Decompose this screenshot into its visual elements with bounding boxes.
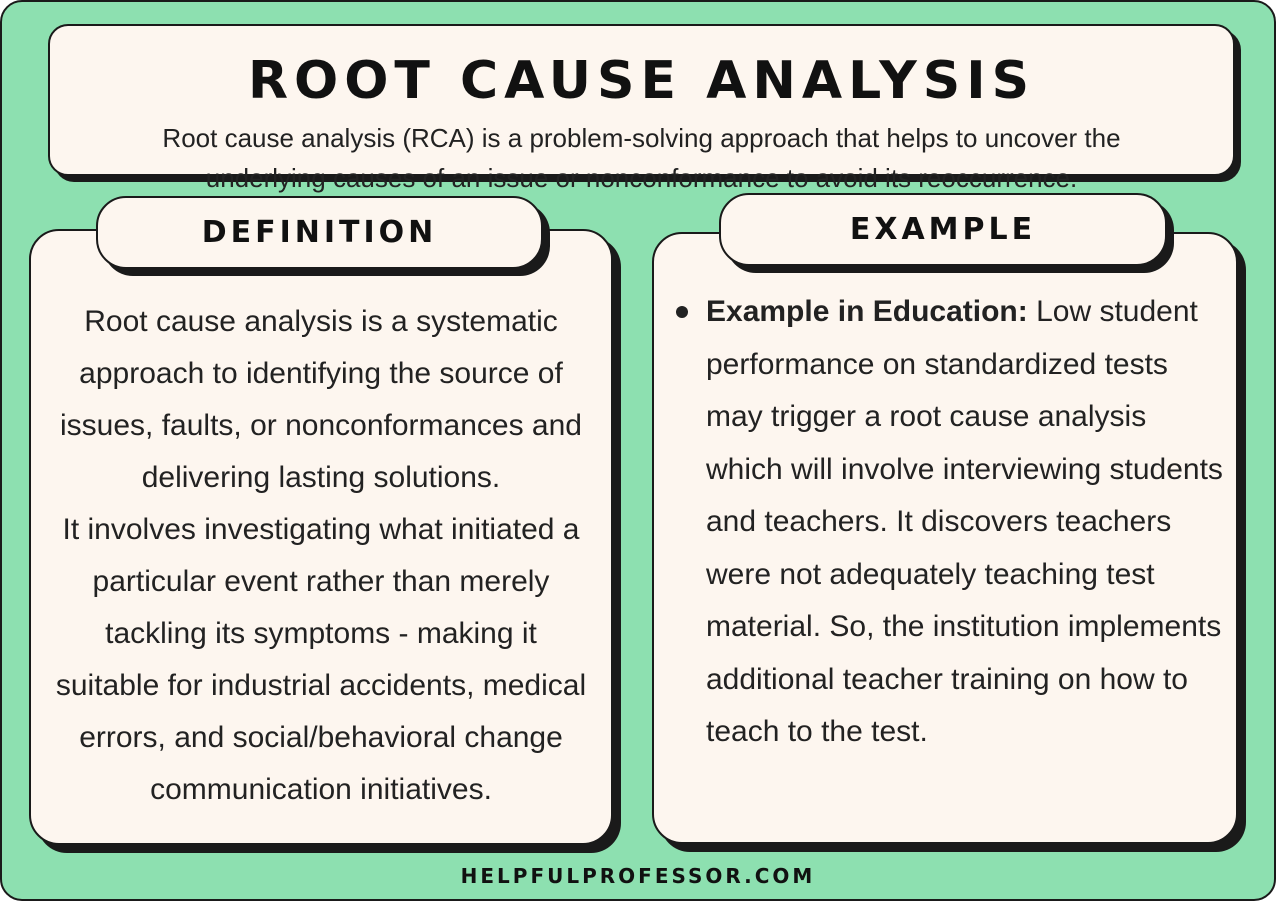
definition-paragraph: Root cause analysis is a systematic approach to identifying the source of issues, faults, or nonconformances and delivering lasting solutions. [60, 305, 582, 494]
page-subtitle: Root cause analysis (RCA) is a problem-solving approach that helps to uncover the underlying causes of an issue or nonconformance to avoid its reoccurrence. [162, 123, 1121, 193]
example-item [672, 286, 1228, 759]
bullet-icon [676, 306, 688, 318]
example-item-text: Low student performance on standardized tests may trigger a root cause analysis which will involve interviewing students and teachers. It discovers teachers were not adequately teaching test material. So, the institution implements additional teacher training on how to teach to the test. [706, 295, 1223, 748]
header-panel [48, 24, 1235, 193]
definition-paragraph: It involves investigating what initiated a particular event rather than merely tackling its symptoms - making it suitable for industrial accidents, medical errors, and social/behavioral change communication initiatives. [55, 513, 587, 806]
footer-site-link[interactable]: HELPFULPROFESSOR.COM [460, 864, 816, 888]
example-list [672, 286, 1228, 759]
example-item-label: Example in Education: [706, 295, 1028, 328]
example-heading: EXAMPLE [719, 193, 1167, 266]
definition-heading: DEFINITION [96, 196, 543, 269]
page-title: ROOT CAUSE ANALYSIS [247, 51, 1036, 111]
definition-text [50, 296, 592, 816]
